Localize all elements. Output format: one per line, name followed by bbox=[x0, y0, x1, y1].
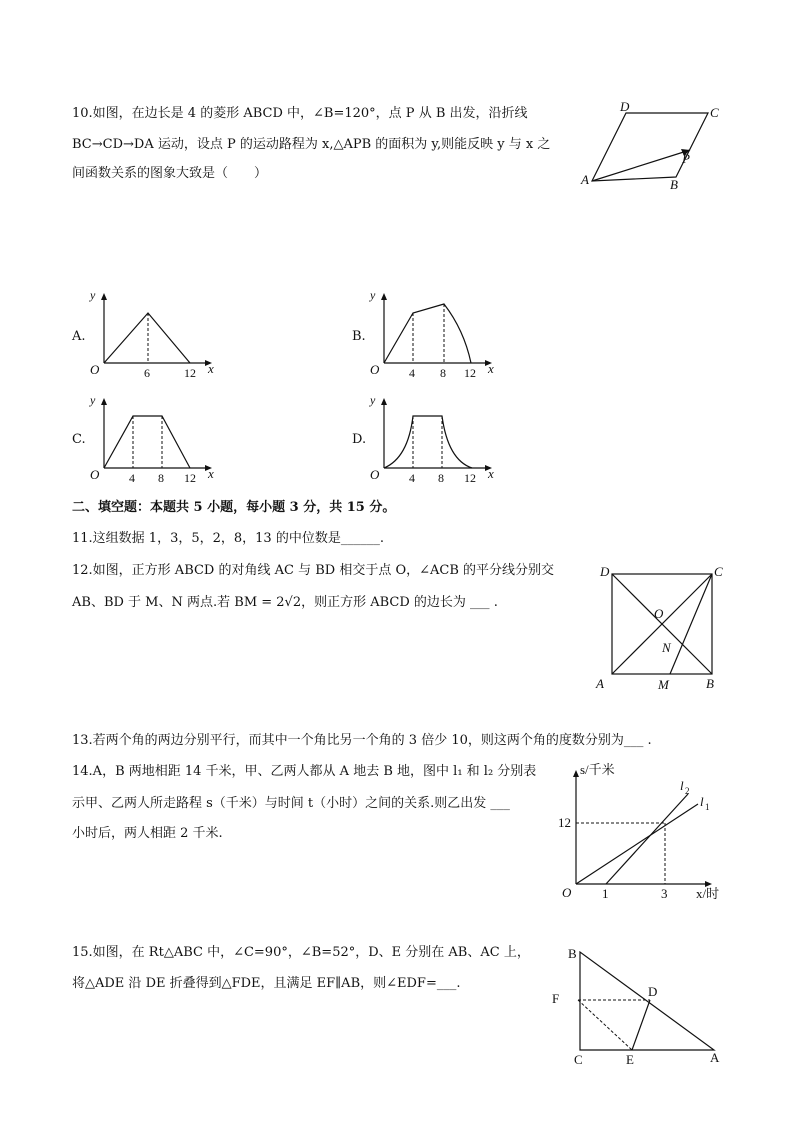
bisector-cm bbox=[670, 574, 712, 674]
svg-text:O: O bbox=[562, 885, 572, 900]
q13-text: 13.若两个角的两边分别平行，而其中一个角比另一个角的 3 倍少 10，则这两个角的度数分别为___ . bbox=[72, 733, 652, 748]
q14-line-3: 小时后，两人相距 2 千米. bbox=[72, 826, 223, 841]
q10-line-3: 间函数关系的图象大致是（ ） bbox=[72, 166, 268, 181]
svg-text:l: l bbox=[700, 794, 704, 809]
svg-text:A: A bbox=[710, 1050, 720, 1065]
svg-text:E: E bbox=[626, 1052, 634, 1067]
svg-text:y: y bbox=[370, 393, 376, 407]
axis-s-label: s/千米 bbox=[580, 762, 615, 777]
option-c-letter: C. bbox=[72, 432, 86, 447]
svg-text:y: y bbox=[370, 288, 376, 302]
q12-line-2: AB、BD 于 M、N 两点.若 BM = 2√2，则正方形 ABCD 的边长为 ___ . bbox=[72, 595, 498, 610]
svg-text:6: 6 bbox=[144, 366, 150, 380]
option-b-letter: B. bbox=[352, 329, 366, 344]
svg-text:O: O bbox=[370, 362, 380, 377]
svg-text:A: A bbox=[596, 676, 604, 691]
svg-text:12: 12 bbox=[184, 366, 196, 380]
segment-de bbox=[632, 1000, 650, 1050]
q14-line-2: 示甲、乙两人所走路程 s（千米）与时间 t（小时）之间的关系.则乙出发 ___ bbox=[72, 796, 510, 811]
option-a-letter: A. bbox=[72, 329, 86, 344]
label-c: C bbox=[710, 105, 719, 120]
q10-line-2: BC→CD→DA 运动，设点 P 的运动路程为 x,△APB 的面积为 y,则能反映 y 与 x 之 bbox=[72, 137, 551, 152]
q15-line-1: 15.如图，在 Rt△ABC 中，∠C=90°，∠B=52°，D、E 分别在 AB、AC 上， bbox=[72, 945, 530, 960]
svg-text:D: D bbox=[648, 984, 658, 999]
triangle-abc bbox=[580, 952, 714, 1050]
axis-x-label: x/时 bbox=[696, 886, 720, 901]
svg-text:x: x bbox=[488, 466, 494, 481]
svg-text:x: x bbox=[208, 466, 214, 481]
svg-text:F: F bbox=[552, 991, 560, 1006]
svg-text:12: 12 bbox=[558, 815, 571, 830]
svg-text:O: O bbox=[90, 362, 100, 377]
svg-text:4: 4 bbox=[129, 471, 135, 485]
svg-text:B: B bbox=[706, 676, 714, 691]
svg-text:1: 1 bbox=[705, 802, 710, 812]
line-l2 bbox=[606, 794, 688, 884]
segment-fe bbox=[578, 1000, 632, 1050]
svg-text:12: 12 bbox=[464, 366, 476, 380]
svg-text:B: B bbox=[568, 946, 577, 961]
svg-text:O: O bbox=[654, 606, 664, 621]
q15-line-2: 将△ADE 沿 DE 折叠得到△FDE，且满足 EF∥AB，则∠EDF=___. bbox=[72, 976, 461, 991]
svg-text:12: 12 bbox=[184, 471, 196, 485]
svg-text:N: N bbox=[662, 640, 671, 655]
option-d-graph bbox=[366, 390, 506, 485]
rhombus-abcd bbox=[592, 113, 708, 181]
option-a-graph bbox=[86, 285, 226, 380]
q14-distance-time-graph bbox=[548, 760, 728, 908]
line-l1 bbox=[576, 804, 698, 884]
label-d: D bbox=[620, 99, 630, 114]
q12-square-figure bbox=[592, 562, 732, 694]
svg-text:O: O bbox=[90, 467, 100, 482]
svg-text:x: x bbox=[488, 361, 494, 376]
option-c-graph bbox=[86, 390, 226, 485]
q11-text: 11.这组数据 1，3，5，2，8，13 的中位数是______. bbox=[72, 531, 384, 546]
svg-text:1: 1 bbox=[602, 886, 609, 901]
svg-text:x: x bbox=[208, 361, 214, 376]
q14-line-1: 14.A，B 两地相距 14 千米，甲、乙两人都从 A 地去 B 地，图中 l₁ 和 l₂ 分别表 bbox=[72, 764, 537, 779]
label-p: P bbox=[682, 151, 690, 166]
svg-text:12: 12 bbox=[464, 471, 476, 485]
q15-triangle-figure bbox=[548, 940, 728, 1070]
svg-text:8: 8 bbox=[158, 471, 164, 485]
q10-line-1: 10.如图，在边长是 4 的菱形 ABCD 中，∠B=120°，点 P 从 B 出发，沿折线 bbox=[72, 106, 528, 121]
option-d-letter: D. bbox=[352, 432, 367, 447]
svg-text:4: 4 bbox=[409, 366, 415, 380]
svg-text:C: C bbox=[574, 1052, 583, 1067]
svg-text:8: 8 bbox=[440, 366, 446, 380]
svg-text:C: C bbox=[714, 564, 723, 579]
q10-rhombus-figure bbox=[578, 98, 728, 193]
svg-text:8: 8 bbox=[438, 471, 444, 485]
svg-text:y: y bbox=[90, 393, 96, 407]
svg-text:l: l bbox=[680, 778, 684, 793]
label-b: B bbox=[670, 177, 678, 192]
svg-text:4: 4 bbox=[409, 471, 415, 485]
svg-text:2: 2 bbox=[685, 786, 690, 796]
svg-text:M: M bbox=[658, 677, 669, 692]
svg-text:O: O bbox=[370, 467, 380, 482]
q12-line-1: 12.如图，正方形 ABCD 的对角线 AC 与 BD 相交于点 O，∠ACB 的平分线分别交 bbox=[72, 563, 555, 578]
option-b-graph bbox=[366, 285, 506, 380]
svg-text:3: 3 bbox=[661, 886, 668, 901]
label-a: A bbox=[581, 172, 589, 187]
section-2-heading: 二、填空题：本题共 5 小题，每小题 3 分，共 15 分。 bbox=[72, 500, 396, 515]
svg-text:D: D bbox=[600, 564, 610, 579]
svg-text:y: y bbox=[90, 288, 96, 302]
